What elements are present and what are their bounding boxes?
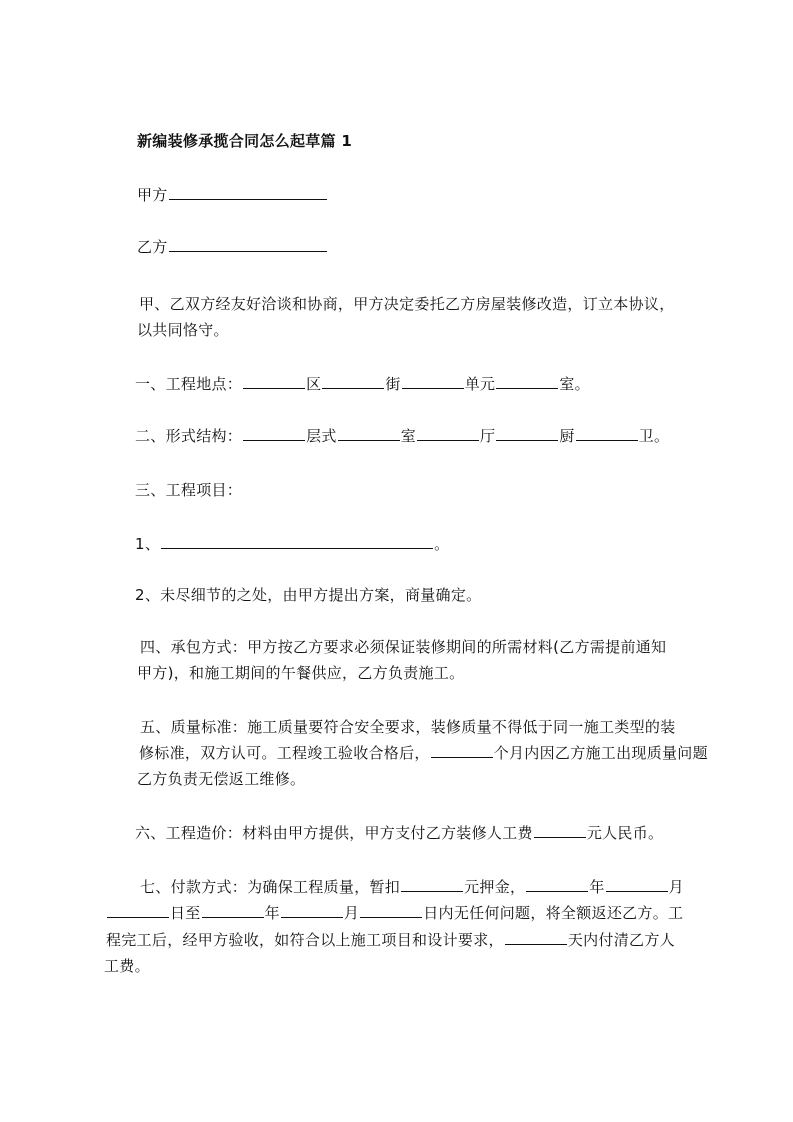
clause-1-line: [135, 373, 590, 395]
clause-5-line-2-b: 个月内因乙方施工出现质量问题: [493, 744, 708, 762]
clause-2-head: 二、形式结构：: [135, 427, 243, 445]
clause-6-a: 六、工程造价：材料由甲方提供，甲方支付乙方装修人工费: [135, 824, 533, 842]
bathrooms-blank[interactable]: [576, 425, 638, 441]
clause-7-line-2: [106, 902, 683, 924]
clause-7-line-3: [106, 929, 675, 951]
clause-3-item-2: 2、未尽细节的之处，由甲方提出方案，商量确定。: [135, 586, 482, 604]
party-b-blank[interactable]: [169, 236, 327, 252]
clause-6-b: 元人民币。: [586, 824, 664, 842]
halls-blank[interactable]: [417, 425, 479, 441]
district-blank[interactable]: [243, 373, 305, 389]
clause-5-line-2-a: 修标准，双方认可。工程竣工验收合格后，: [139, 744, 430, 762]
street-blank[interactable]: [322, 373, 384, 389]
labor-fee-blank[interactable]: [534, 822, 586, 838]
end-month-blank[interactable]: [281, 902, 343, 918]
intro-line-2: 以共同恪守。: [137, 321, 229, 339]
document-title: 新编装修承揽合同怎么起草篇 1: [137, 132, 353, 150]
project-item-blank[interactable]: [161, 533, 433, 549]
clause-7-l2-a: 日至: [170, 904, 201, 922]
clause-2-text-halls: 厅: [480, 427, 496, 445]
clause-6-line: [135, 822, 663, 844]
item-1-suffix: 。: [434, 535, 450, 553]
start-month-blank[interactable]: [606, 876, 668, 892]
kitchens-blank[interactable]: [496, 425, 558, 441]
clause-7-line-4: 工费。: [104, 957, 150, 975]
start-day-blank[interactable]: [107, 902, 169, 918]
item-1-prefix: 1、: [135, 535, 161, 553]
unit-blank[interactable]: [402, 373, 464, 389]
clause-7-l2-c: 月: [343, 904, 360, 922]
clause-1-text-unit: 单元: [464, 375, 496, 393]
warranty-months-blank[interactable]: [431, 742, 493, 758]
clause-7-l1-b: 元押金，: [464, 878, 526, 896]
end-year-blank[interactable]: [202, 902, 264, 918]
clause-3-head: 三、工程项目：: [135, 481, 243, 499]
clause-1-text-district: 区: [306, 375, 322, 393]
clause-1-head: 一、工程地点：: [135, 375, 243, 393]
clause-7-l1-d: 月: [668, 878, 684, 896]
start-year-blank[interactable]: [526, 876, 588, 892]
party-a-label: 甲方: [137, 186, 168, 204]
payment-days-blank[interactable]: [505, 929, 567, 945]
clause-2-line: [135, 425, 669, 447]
clause-7-line-1: [140, 876, 684, 898]
intro-line-1: 甲、乙双方经友好洽谈和协商，甲方决定委托乙方房屋装修改造，订立本协议，: [139, 295, 675, 313]
clause-2-text-floor: 层式: [306, 427, 337, 445]
clause-5-line-1: 五、质量标准：施工质量要符合安全要求，装修质量不得低于同一施工类型的装: [140, 718, 676, 736]
deposit-blank[interactable]: [401, 876, 463, 892]
rooms-blank[interactable]: [338, 425, 400, 441]
clause-4-line-1: 四、承包方式：甲方按乙方要求必须保证装修期间的所需材料(乙方需提前通知: [140, 638, 667, 656]
clause-5-line-3: 乙方负责无偿返工维修。: [137, 770, 306, 788]
party-a-line: [137, 184, 328, 206]
clause-1-text-room: 室。: [559, 375, 590, 393]
end-day-blank[interactable]: [360, 902, 422, 918]
floor-blank[interactable]: [243, 425, 305, 441]
clause-5-line-2: [139, 742, 708, 764]
clause-3-item-1: [135, 533, 449, 555]
clause-7-l3-a: 程完工后，经甲方验收，如符合以上施工项目和设计要求，: [106, 931, 504, 949]
clause-7-l1-a: 七、付款方式：为确保工程质量，暂扣: [140, 878, 401, 896]
clause-1-text-street: 街: [385, 375, 401, 393]
clause-2-text-bathrooms: 卫。: [638, 427, 670, 445]
clause-2-text-kitchens: 厨: [559, 427, 575, 445]
clause-7-l2-d: 日内无任何问题，将全额返还乙方。工: [423, 904, 684, 922]
clause-7-l2-b: 年: [264, 904, 280, 922]
clause-7-l1-c: 年: [589, 878, 605, 896]
clause-4-line-2: 甲方)，和施工期间的午餐供应，乙方负责施工。: [137, 664, 465, 682]
party-b-label: 乙方: [137, 238, 168, 256]
clause-7-l3-b: 天内付清乙方人: [567, 931, 675, 949]
room-blank[interactable]: [496, 373, 558, 389]
party-b-line: [137, 236, 328, 258]
party-a-blank[interactable]: [169, 184, 327, 200]
clause-2-text-rooms: 室: [400, 427, 417, 445]
